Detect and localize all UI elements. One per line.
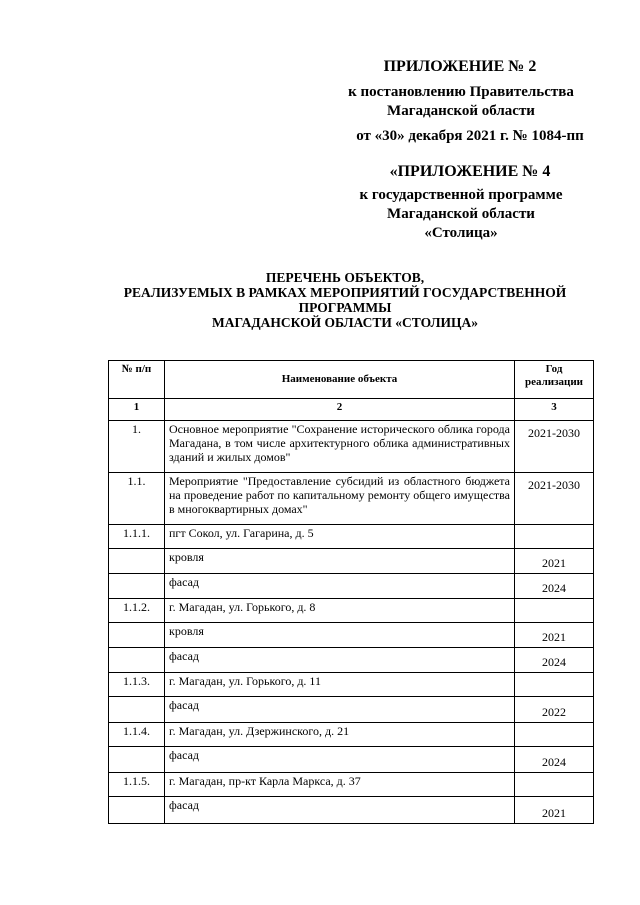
row-num <box>109 747 165 773</box>
row-year: 2024 <box>515 574 594 599</box>
row-name: г. Магадан, пр-кт Карла Маркса, д. 37 <box>165 773 515 797</box>
row-num <box>109 697 165 723</box>
row-num <box>109 574 165 599</box>
resolution-date-line: от «30» декабря 2021 г. № 1084-пп <box>356 128 584 144</box>
table-row <box>109 723 594 747</box>
row-num: 1.1.3. <box>109 673 165 697</box>
row-year: 2021-2030 <box>515 421 594 473</box>
row-year: 2021 <box>515 549 594 574</box>
row-year: 2022 <box>515 697 594 723</box>
document-title-line3: ПРОГРАММЫ <box>298 300 392 315</box>
index-cell: 3 <box>515 399 594 421</box>
row-year <box>515 773 594 797</box>
row-name: фасад <box>165 697 515 723</box>
document-title-line2: РЕАЛИЗУЕМЫХ В РАМКАХ МЕРОПРИЯТИЙ ГОСУДАРСТВЕННОЙ <box>123 285 567 300</box>
table-row <box>109 421 594 473</box>
program-reference-line3: «Столица» <box>424 225 498 241</box>
row-name: фасад <box>165 797 515 824</box>
table-row <box>109 574 594 599</box>
row-num: 1. <box>109 421 165 473</box>
row-num: 1.1.1. <box>109 525 165 549</box>
row-year <box>515 673 594 697</box>
row-num: 1.1. <box>109 473 165 525</box>
appendix-4-heading: «ПРИЛОЖЕНИЕ № 4 <box>389 163 551 180</box>
table-row <box>109 773 594 797</box>
table-row <box>109 623 594 648</box>
row-name: пгт Сокол, ул. Гагарина, д. 5 <box>165 525 515 549</box>
header-num: № п/п <box>109 361 165 399</box>
index-cell: 2 <box>165 399 515 421</box>
row-name: фасад <box>165 747 515 773</box>
row-num <box>109 549 165 574</box>
row-year <box>515 723 594 747</box>
table-row <box>109 549 594 574</box>
row-name: г. Магадан, ул. Горького, д. 11 <box>165 673 515 697</box>
table-row <box>109 599 594 623</box>
index-cell: 1 <box>109 399 165 421</box>
table-row <box>109 473 594 525</box>
table-row <box>109 747 594 773</box>
row-year: 2024 <box>515 747 594 773</box>
row-name: фасад <box>165 648 515 673</box>
row-num: 1.1.4. <box>109 723 165 747</box>
table-row <box>109 525 594 549</box>
row-num: 1.1.5. <box>109 773 165 797</box>
program-reference-line2: Магаданской области <box>387 206 535 222</box>
table-row <box>109 797 594 824</box>
row-year: 2021 <box>515 797 594 824</box>
row-year <box>515 599 594 623</box>
row-num: 1.1.2. <box>109 599 165 623</box>
header-year: Год реализации <box>515 361 594 399</box>
row-name: г. Магадан, ул. Дзержинского, д. 21 <box>165 723 515 747</box>
row-year: 2024 <box>515 648 594 673</box>
appendix-2-heading: ПРИЛОЖЕНИЕ № 2 <box>383 58 537 75</box>
row-name: Мероприятие "Предоставление субсидий из областного бюджета на проведение работ по капитальному ремонту общего имущества в многоквартирных домах" <box>165 473 515 525</box>
table-row <box>109 648 594 673</box>
table-row <box>109 697 594 723</box>
resolution-reference-line2: Магаданской области <box>387 103 535 119</box>
row-num <box>109 648 165 673</box>
document-title-line4: МАГАДАНСКОЙ ОБЛАСТИ «СТОЛИЦА» <box>211 315 479 330</box>
table-header-row <box>109 361 594 399</box>
row-year: 2021-2030 <box>515 473 594 525</box>
row-name: г. Магадан, ул. Горького, д. 8 <box>165 599 515 623</box>
row-name: кровля <box>165 549 515 574</box>
document-title-line1: ПЕРЕЧЕНЬ ОБЪЕКТОВ, <box>265 270 425 285</box>
resolution-reference-line1: к постановлению Правительства <box>348 84 574 100</box>
table-index-row <box>109 399 594 421</box>
objects-table <box>108 360 594 824</box>
row-name: Основное мероприятие "Сохранение исторического облика города Магадана, в том числе архитектурного облика административных зданий и жилых домов" <box>165 421 515 473</box>
row-name: фасад <box>165 574 515 599</box>
row-year: 2021 <box>515 623 594 648</box>
row-year <box>515 525 594 549</box>
table-row <box>109 673 594 697</box>
row-name: кровля <box>165 623 515 648</box>
row-num <box>109 797 165 824</box>
row-num <box>109 623 165 648</box>
program-reference-line1: к государственной программе <box>359 187 563 203</box>
header-name: Наименование объекта <box>165 361 515 399</box>
